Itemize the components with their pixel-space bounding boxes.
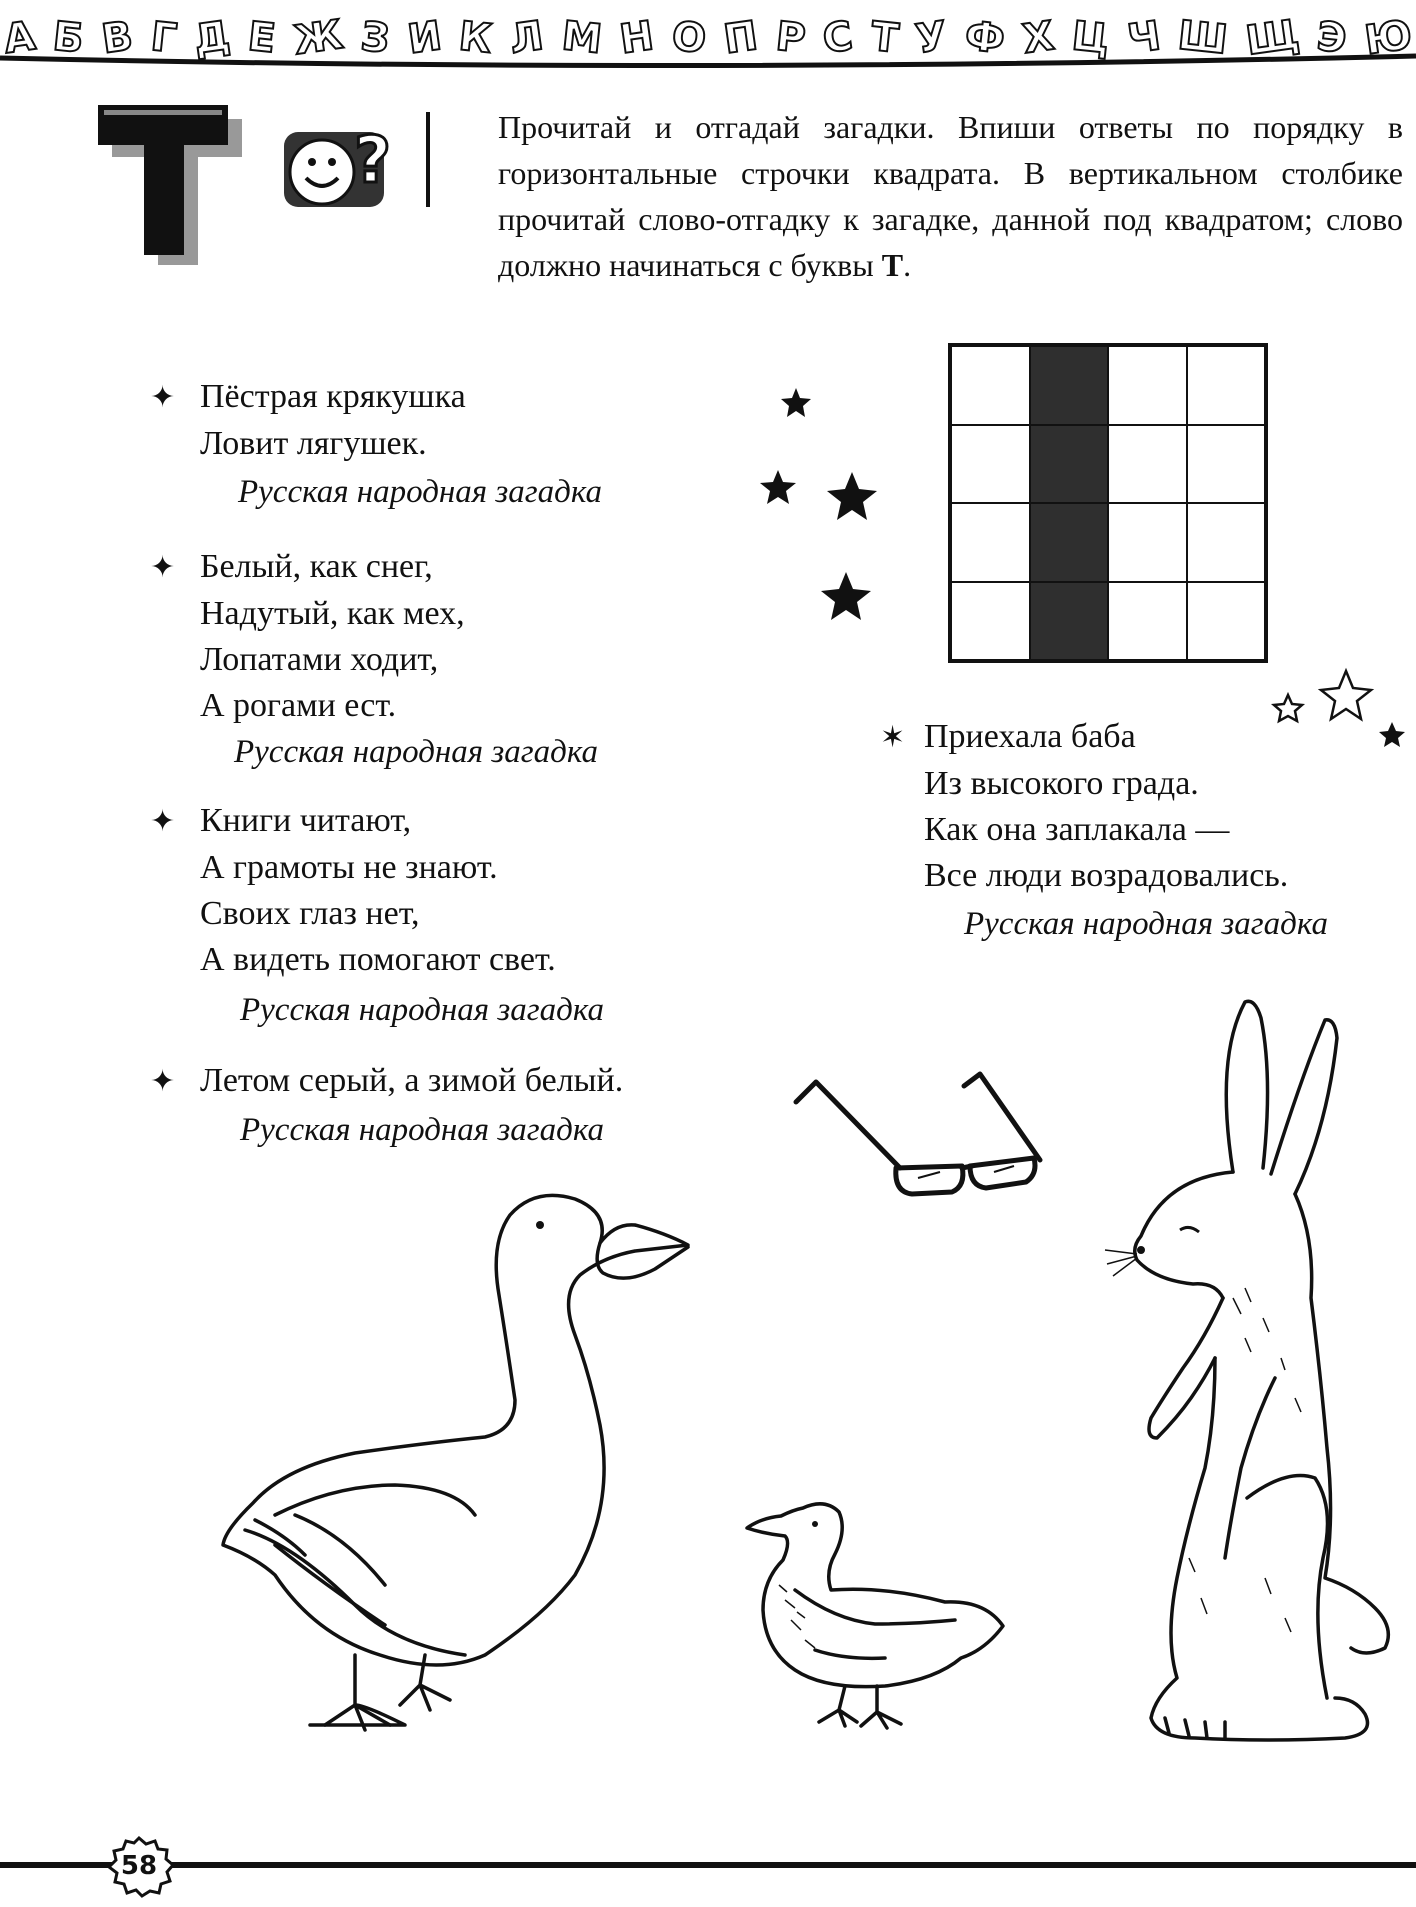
star-icon [781, 388, 811, 417]
alphabet-letter: Ц [1069, 13, 1112, 63]
alphabet-letter: И [404, 12, 445, 64]
alphabet-letter: З [358, 13, 392, 63]
instructions-period: . [903, 247, 912, 283]
footer-rule [0, 1862, 1416, 1868]
star-icon [1379, 722, 1405, 747]
alphabet-letter: Ч [1124, 12, 1164, 64]
alphabet-letter: К [457, 13, 495, 63]
alphabet-letter: М [559, 13, 604, 63]
hare-illustration [1065, 998, 1410, 1778]
alphabet-letter: Г [148, 13, 179, 63]
riddle-line: А грамоты не знают. [200, 849, 498, 886]
instructions-text: Прочитай и отгадай загадки. Впиши ответы по порядку в горизонтальные строчки квадрата. В вертикальном столбике прочитай слово-отгадку к загадке, данной под квадратом; слово должно начинаться с буквы [498, 109, 1403, 283]
star-icon [1321, 671, 1371, 719]
riddle-line: Лопатами ходит, [200, 641, 439, 678]
alphabet-letter: О [669, 13, 708, 63]
key-riddle [880, 714, 1328, 947]
riddle-line: Надутый, как мех, [200, 595, 465, 632]
star-bullet-icon: ✶ [880, 721, 906, 754]
alphabet-letter: Х [1020, 13, 1058, 63]
star-icon [760, 470, 796, 504]
bullet-icon: ✦ [150, 1065, 176, 1098]
alphabet-letter: У [913, 13, 951, 63]
riddle-line: А рогами ест. [200, 687, 397, 724]
alphabet-letter: Д [191, 12, 234, 64]
duckling-illustration [735, 1490, 1015, 1740]
alphabet-letter: Б [50, 13, 87, 63]
riddle-line: Пёстрая крякушка [200, 378, 466, 415]
alphabet-letter: Э [1314, 13, 1349, 63]
alphabet-letter: В [98, 13, 136, 63]
instructions-letter: Т [881, 247, 904, 283]
star-icon [821, 572, 871, 620]
riddle-line: Из высокого града. [924, 765, 1199, 802]
bullet-icon: ✦ [150, 381, 176, 414]
riddle-line: Все люди возрадовались. [924, 857, 1289, 894]
alphabet-letter: А [0, 13, 39, 63]
alphabet-letter: Р [773, 13, 808, 63]
alphabet-letter: Ж [290, 11, 346, 65]
riddle-line: Приехала баба [924, 718, 1136, 755]
svg-text:?: ? [354, 124, 392, 198]
alphabet-letter: Е [245, 13, 278, 63]
glasses-illustration [790, 1068, 1050, 1208]
riddle-source: Русская народная загадка [234, 734, 598, 770]
alphabet-letter: П [720, 12, 761, 64]
alphabet-letter: Ф [963, 13, 1008, 63]
alphabet-letter: Н [616, 12, 657, 64]
goose-illustration [215, 1185, 770, 1730]
riddle-line: Ловит лягушек. [200, 425, 427, 462]
riddle-line: Белый, как снег, [200, 548, 433, 585]
alphabet-letter: Л [507, 12, 547, 64]
riddle-source: Русская народная загадка [964, 906, 1328, 942]
star-icon [827, 472, 877, 520]
bullet-icon: ✦ [150, 551, 176, 584]
riddle-source: Русская народная загадка [238, 474, 602, 510]
riddle-line: Как она заплакала — [924, 811, 1230, 848]
bullet-icon: ✦ [150, 805, 176, 838]
riddle-source: Русская народная загадка [240, 992, 604, 1028]
alphabet-letter: Т [868, 13, 901, 63]
page-number-badge [104, 1836, 174, 1896]
alphabet-letter: Ю [1361, 11, 1415, 65]
riddle-line: Книги читают, [200, 802, 412, 839]
alphabet-letter: Ш [1175, 12, 1230, 64]
page-number: 58 [120, 1851, 158, 1881]
riddle-line: А видеть помогают свет. [200, 941, 556, 978]
riddle-line: Летом серый, а зимой белый. [200, 1062, 624, 1099]
riddle-source: Русская народная загадка [240, 1112, 604, 1148]
alphabet-letter: Щ [1242, 11, 1302, 65]
alphabet-letter: С [820, 13, 856, 63]
riddle-line: Своих глаз нет, [200, 895, 420, 932]
